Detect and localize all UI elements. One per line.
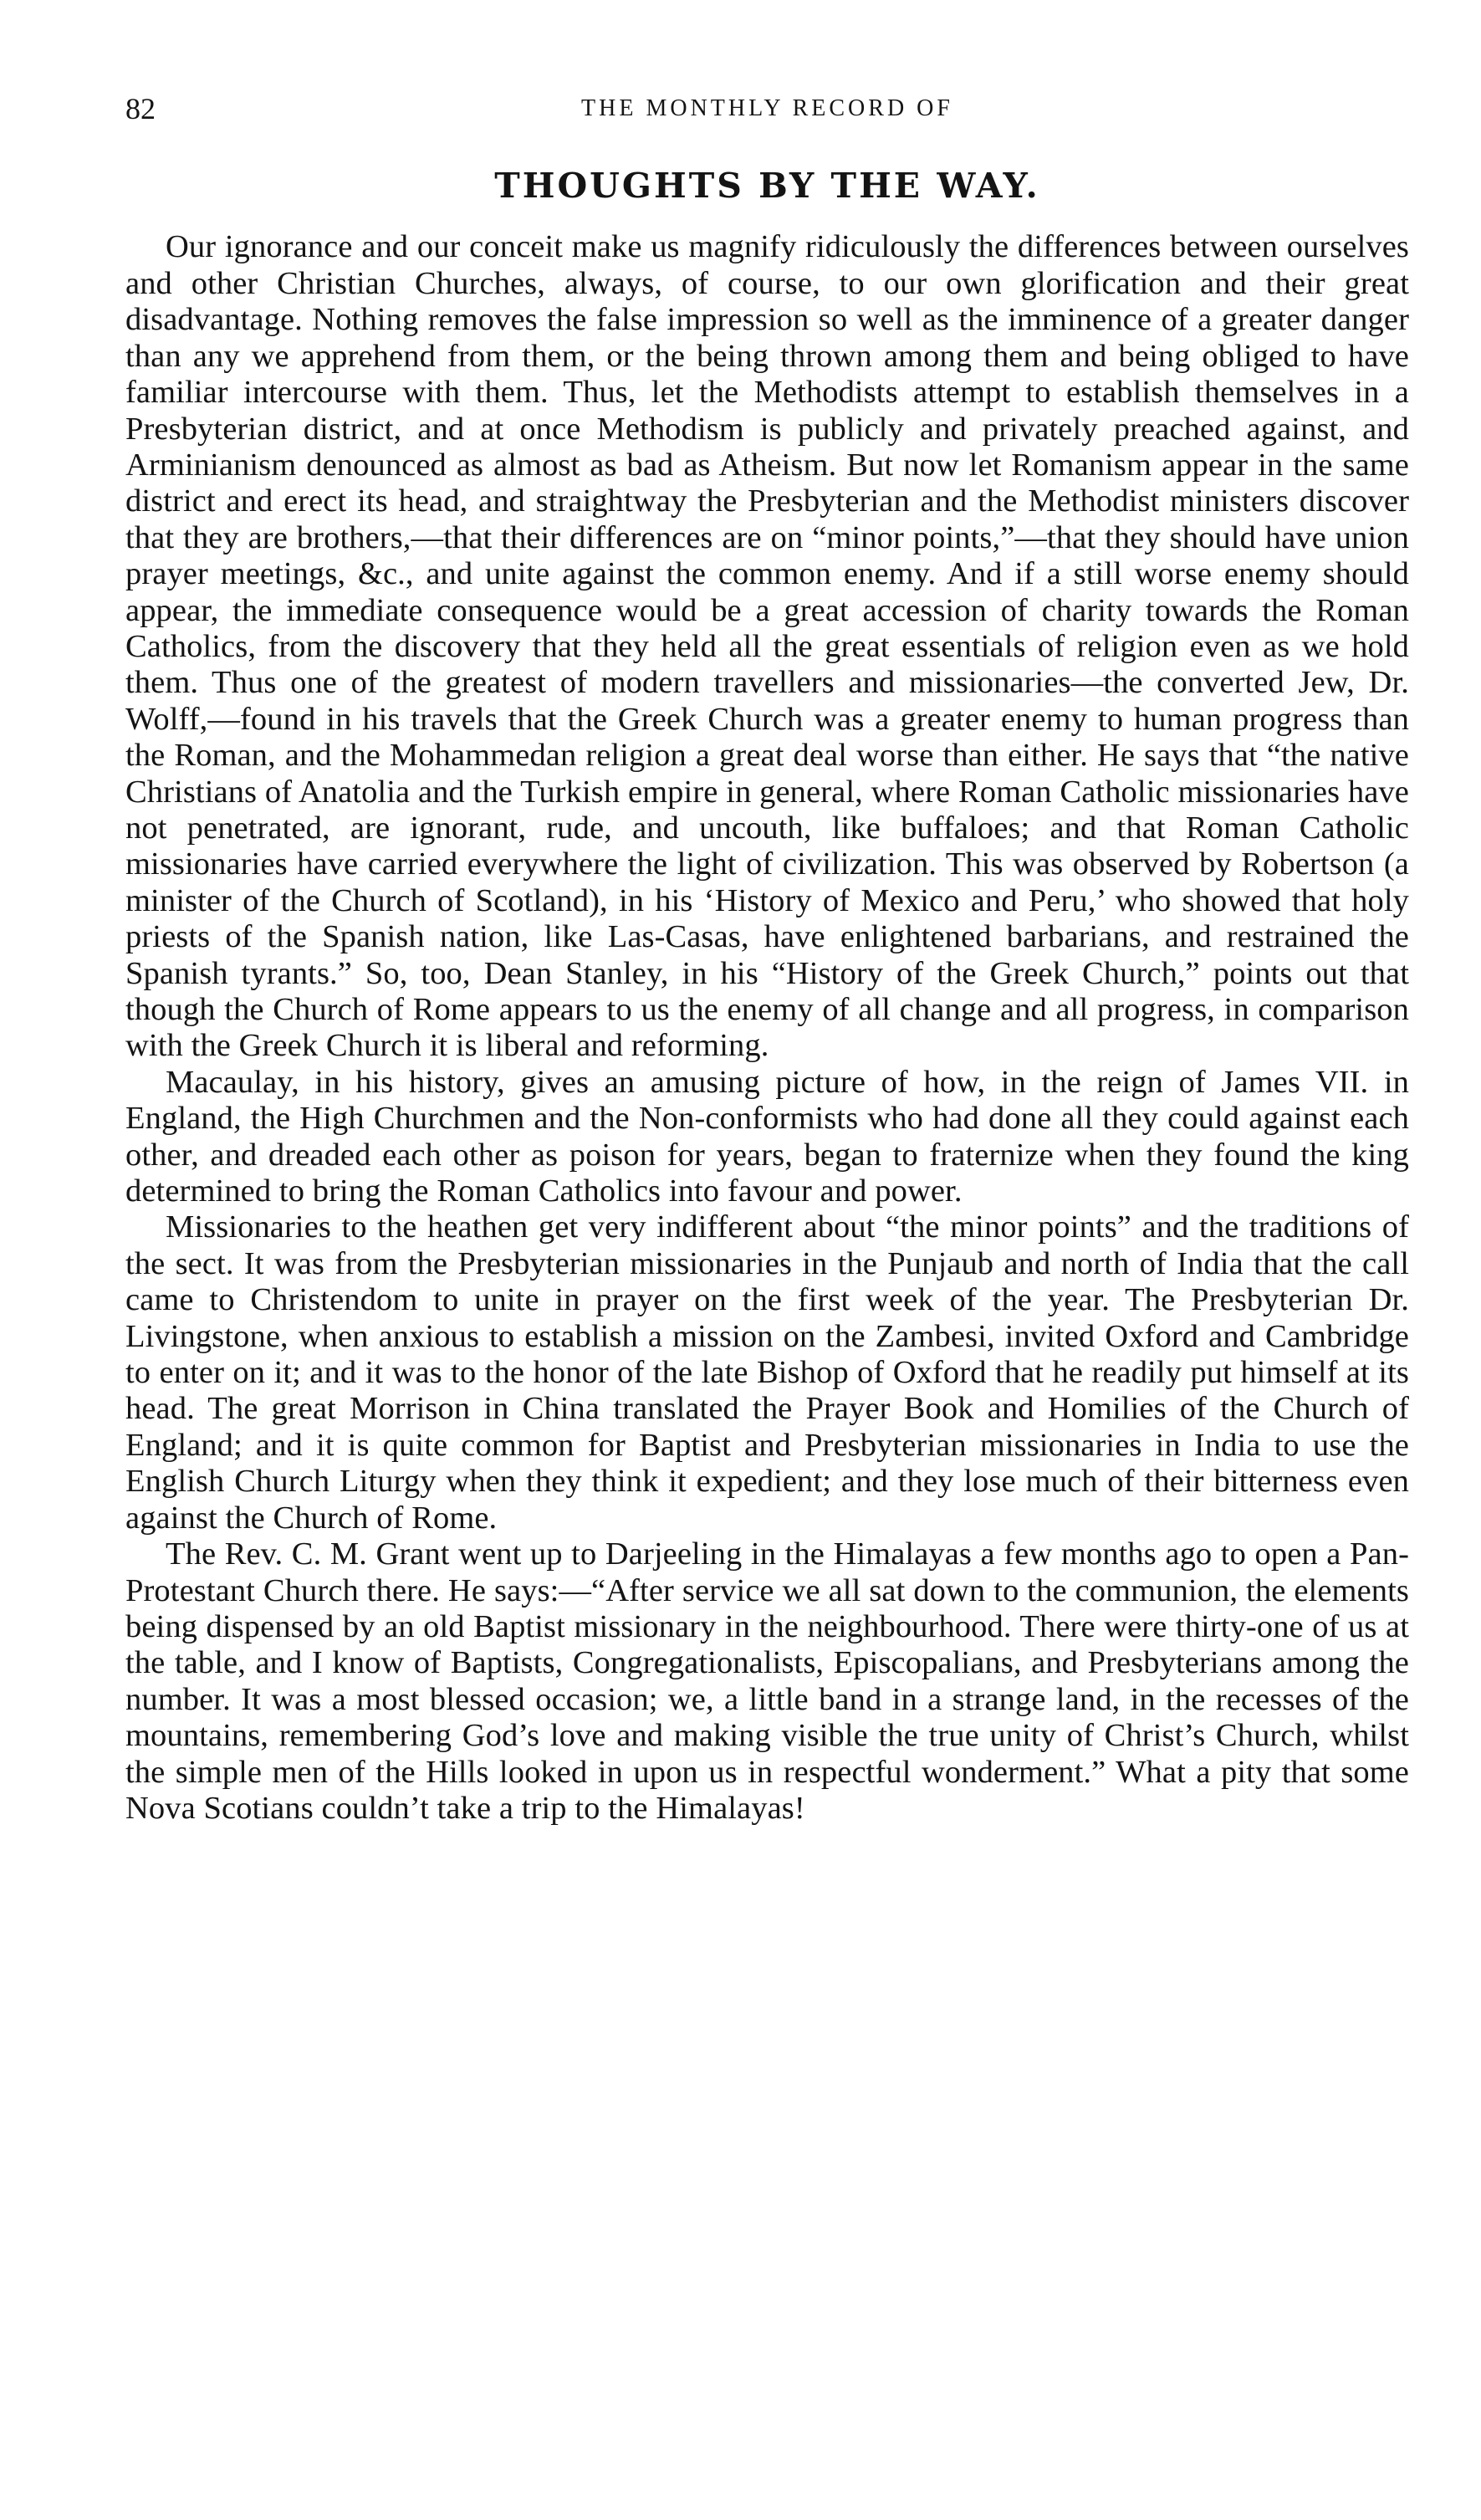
- paragraph-4: The Rev. C. M. Grant went up to Darjeeling in the Himalayas a few months ago to open a Pan-Protestant Church there. He says:—“After service we all sat down to the communion, the elements being dispensed by an old Baptist missionary in the neighbourhood. There were thirty-one of us at the table, and I know of Baptists, Congregationalists, Episcopalians, and Presbyterians among the number. It was a most blessed occasion; we, a little band in a strange land, in the recesses of the mountains, remembering God’s love and making visible the true unity of Christ’s Church, whilst the simple men of the Hills looked in upon us in respectful wonderment.” What a pity that some Nova Scotians couldn’t take a trip to the Himalayas!: [125, 1536, 1409, 1826]
- page-number: 82: [125, 92, 156, 125]
- journal-title: THE MONTHLY RECORD OF: [581, 95, 953, 121]
- paragraph-2: Macaulay, in his history, gives an amusing picture of how, in the reign of James VII. in England, the High Churchmen and the Non-conformists who had done all they could against each other, and dreaded each other as poison for years, began to fraternize when they found the king determined to bring the Roman Catholics into favour and power.: [125, 1064, 1409, 1209]
- paragraph-3: Missionaries to the heathen get very indifferent about “the minor points” and the traditions of the sect. It was from the Presbyterian missionaries in the Punjaub and north of India that the call came to Christendom to unite in prayer on the first week of the year. The Presbyterian Dr. Livingstone, when anxious to establish a mission on the Zambesi, invited Oxford and Cambridge to enter on it; and it was to the honor of the late Bishop of Oxford that he readily put himself at its head. The great Morrison in China translated the Prayer Book and Homilies of the Church of England; and it is quite common for Baptist and Presbyterian missionaries in India to use the English Church Liturgy when they think it expedient; and they lose much of their bitterness even against the Church of Rome.: [125, 1209, 1409, 1536]
- article-body: [125, 229, 1409, 1827]
- paragraph-1: Our ignorance and our conceit make us magnify ridiculously the differences between ourselves and other Christian Churches, always, of course, to our own glorification and their great disadvantage. Nothing removes the false impression so well as the imminence of a greater danger than any we apprehend from them, or the being thrown among them and being obliged to have familiar intercourse with them. Thus, let the Methodists attempt to establish themselves in a Presbyterian district, and at once Methodism is publicly and privately preached against, and Arminianism denounced as almost as bad as Atheism. But now let Romanism appear in the same district and erect its head, and straightway the Presbyterian and the Methodist ministers discover that they are brothers,—that their differences are on “minor points,”—that they should have union prayer meetings, &c., and unite against the common enemy. And if a still worse enemy should appear, the immediate consequence would be a great accession of charity towards the Roman Catholics, from the discovery that they held all the great essentials of religion even as we hold them. Thus one of the greatest of modern travellers and missionaries—the converted Jew, Dr. Wolff,—found in his travels that the Greek Church was a greater enemy to human progress than the Roman, and the Mohammedan religion a great deal worse than either. He says that “the native Christians of Anatolia and the Turkish empire in general, where Roman Catholic missionaries have not penetrated, are ignorant, rude, and uncouth, like buffaloes; and that Roman Catholic missionaries have carried everywhere the light of civilization. This was observed by Robertson (a minister of the Church of Scotland), in his ‘History of Mexico and Peru,’ who showed that holy priests of the Spanish nation, like Las-Casas, have enlightened barbarians, and restrained the Spanish tyrants.” So, too, Dean Stanley, in his “History of the Greek Church,” points out that though the Church of Rome appears to us the enemy of all change and all progress, in comparison with the Greek Church it is liberal and reforming.: [125, 229, 1409, 1064]
- running-head: [125, 88, 1409, 130]
- article-title: THOUGHTS BY THE WAY.: [494, 166, 1040, 206]
- document-page: [125, 88, 1409, 1827]
